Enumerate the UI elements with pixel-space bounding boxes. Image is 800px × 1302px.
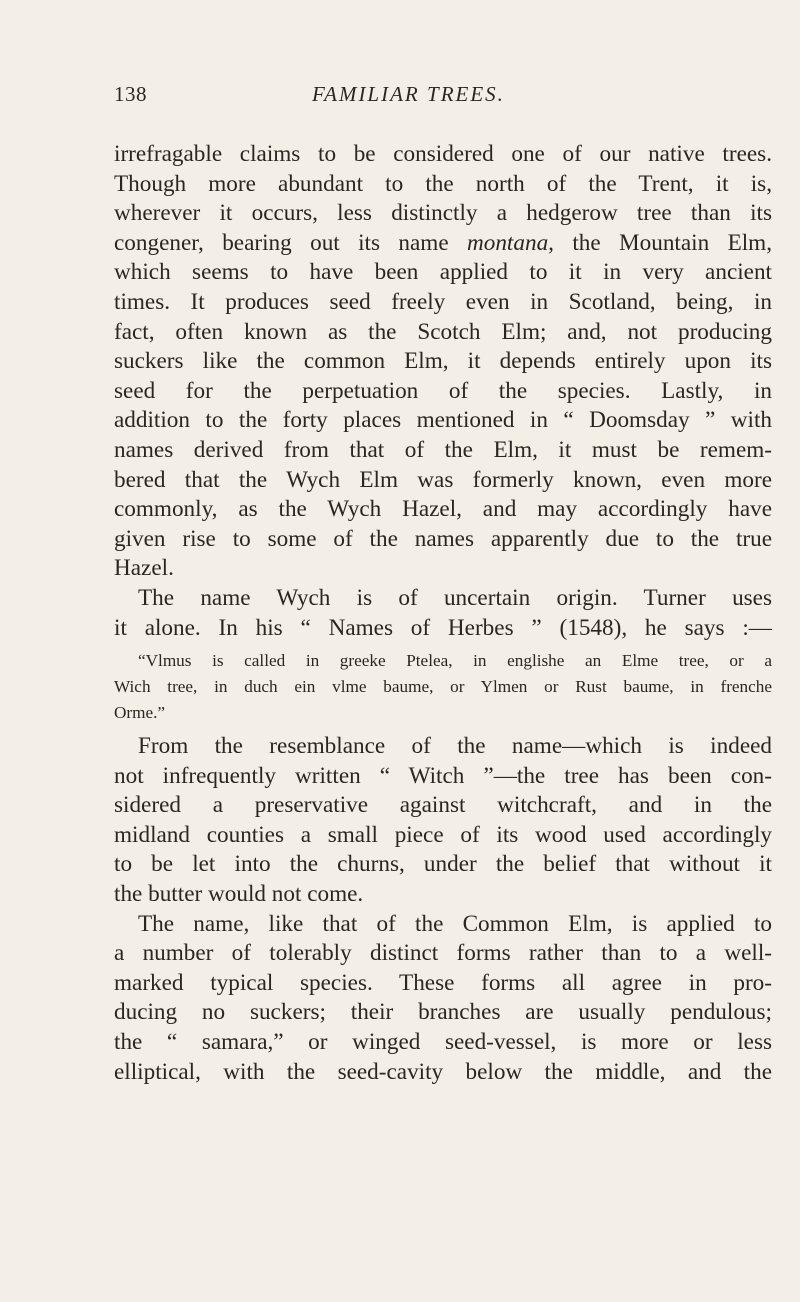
text-line: [114, 229, 772, 259]
paragraph: [114, 584, 772, 643]
page-number: 138: [114, 82, 147, 106]
text-line: suckers like the common Elm, it depends entirely upon its: [114, 348, 772, 375]
body-text: [114, 140, 772, 1087]
text-line: names derived from that of the Elm, it must be remem-: [114, 436, 772, 463]
text-line: Hazel.: [114, 555, 174, 582]
text-line: ducing no suckers; their branches are usually pendulous;: [114, 999, 772, 1026]
text-line: addition to the forty places mentioned in “ Doomsday ” with: [114, 407, 772, 434]
text-line: bered that the Wych Elm was formerly known, even more: [114, 466, 772, 493]
page-header: [114, 82, 754, 112]
running-head: FAMILIAR TREES.: [312, 82, 505, 106]
quote-line: Orme.”: [114, 703, 166, 723]
text-line: elliptical, with the seed-cavity below the middle, and the: [114, 1058, 772, 1085]
text-line: to be let into the churns, under the belief that without it: [114, 851, 772, 878]
text-line: The name Wych is of uncertain origin. Turner uses: [138, 584, 772, 611]
text-line: fact, often known as the Scotch Elm; and, not producing: [114, 318, 772, 345]
quote-line: Wich tree, in duch ein vlme baume, or Ylmen or Rust baume, in frenche: [114, 677, 772, 697]
paragraph: [114, 910, 772, 1088]
text-line: it alone. In his “ Names of Herbes ” (1548), he says :—: [114, 614, 772, 641]
italic-species-name: montana,: [467, 229, 554, 256]
text-line: commonly, as the Wych Hazel, and may accordingly have: [114, 496, 772, 523]
text-line: a number of tolerably distinct forms rather than to a well-: [114, 940, 772, 967]
paragraph: [114, 732, 772, 910]
text-line: times. It produces seed freely even in Scotland, being, in: [114, 288, 772, 315]
text-line: which seems to have been applied to it in very ancient: [114, 259, 772, 286]
text-fragment: congener, bearing out its name: [114, 229, 467, 256]
quote-line: “Vlmus is called in greeke Ptelea, in englishe an Elme tree, or a: [138, 651, 772, 671]
text-line: irrefragable claims to be considered one of our native trees.: [114, 141, 772, 167]
text-line: the butter would not come.: [114, 881, 364, 908]
text-line: Though more abundant to the north of the Trent, it is,: [114, 170, 772, 197]
text-line: given rise to some of the names apparently due to the true: [114, 525, 772, 552]
text-line: From the resemblance of the name—which is indeed: [138, 733, 772, 760]
text-line: The name, like that of the Common Elm, is applied to: [138, 910, 772, 937]
text-line: midland counties a small piece of its wood used accordingly: [114, 821, 772, 848]
text-line: marked typical species. These forms all agree in pro-: [114, 969, 772, 996]
text-line: sidered a preservative against witchcraft, and in the: [114, 792, 772, 819]
text-line: not infrequently written “ Witch ”—the tree has been con-: [114, 762, 772, 789]
text-line: the “ samara,” or winged seed-vessel, is more or less: [114, 1029, 772, 1056]
text-line: wherever it occurs, less distinctly a hedgerow tree than its: [114, 200, 772, 227]
block-quotation: [114, 648, 772, 726]
text-line: seed for the perpetuation of the species. Lastly, in: [114, 377, 772, 404]
paragraph: [114, 140, 772, 584]
text-fragment: the Mountain Elm,: [553, 229, 772, 256]
